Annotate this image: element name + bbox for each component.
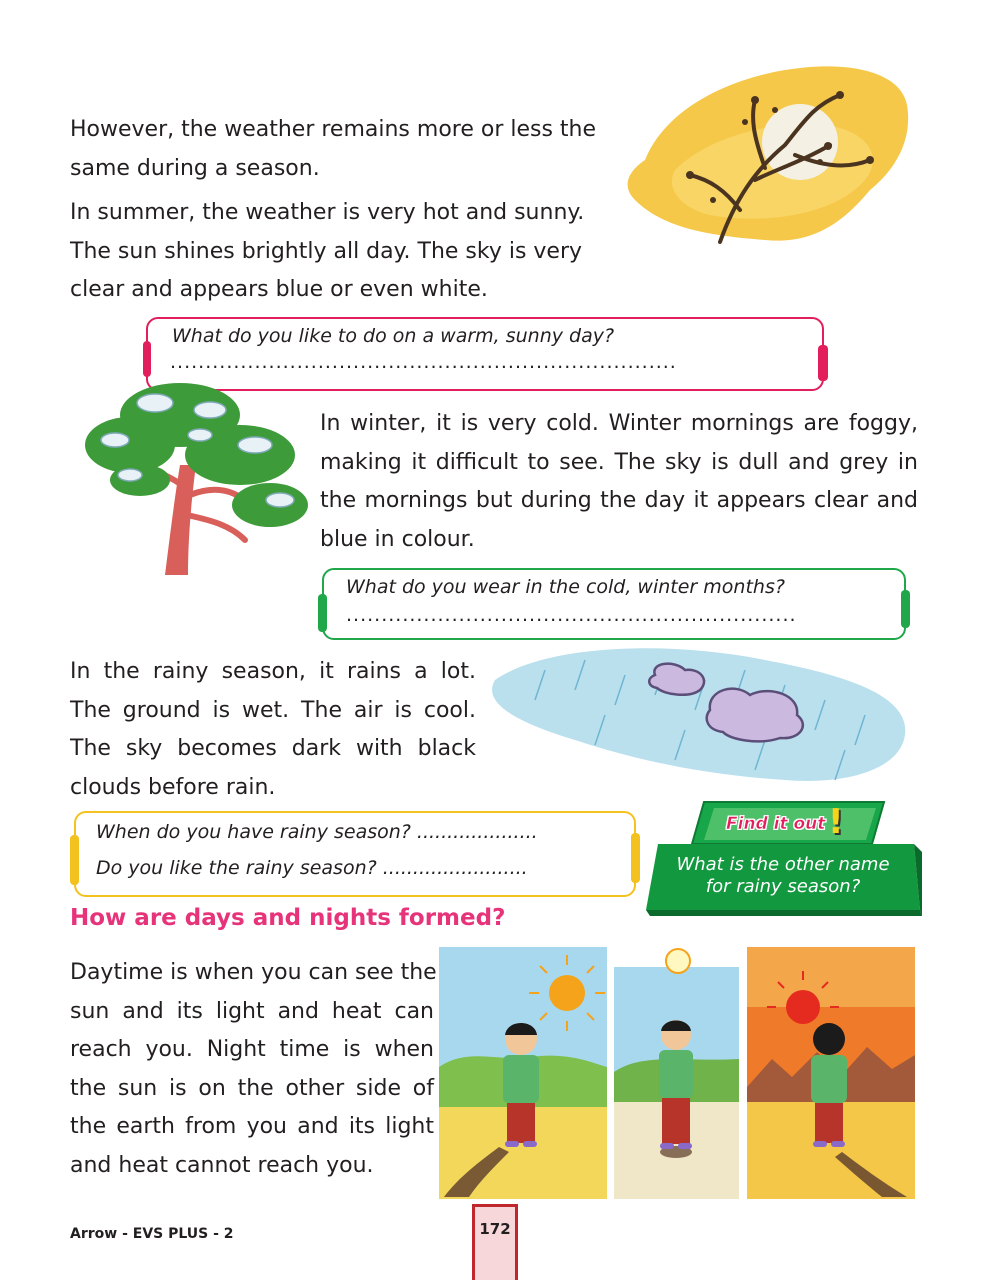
rainy-question-box — [74, 811, 636, 897]
text-line: clear and appears blue or even white. — [70, 277, 488, 302]
winter-box-accent-right — [901, 590, 910, 628]
text-line: blue in colour. — [320, 526, 475, 552]
find-it-out-label — [726, 814, 825, 834]
text-line: clouds before rain. — [70, 774, 276, 800]
text-line: reach you. Night time is when — [70, 1037, 434, 1062]
footer-book-title: Arrow - EVS PLUS - 2 — [70, 1226, 234, 1242]
winter-question-box — [322, 568, 906, 640]
text-line: In winter, it is very cold. Winter mornings are foggy, — [320, 411, 918, 436]
text-line: and heat cannot reach you. — [70, 1152, 374, 1178]
rain-clouds-illustration — [485, 640, 915, 790]
text-line: In summer, the weather is very hot and sunny. — [70, 200, 585, 225]
text-line: same during a season. — [70, 155, 320, 181]
rainy-box-accent-left — [70, 835, 79, 885]
rainy-box-accent-right — [631, 833, 640, 883]
paragraph-summer — [70, 194, 584, 310]
summer-box-accent-left — [143, 341, 151, 377]
paragraph-weather — [70, 111, 596, 188]
text-line: the sun is on the other side of — [70, 1075, 434, 1101]
paragraph-winter — [320, 405, 918, 559]
evening-boy-illustration — [747, 947, 915, 1199]
text-line: the earth from you and its light — [70, 1114, 434, 1139]
rainy-question-2: Do you like the rainy season? ........................ — [96, 857, 528, 879]
find-it-out-question — [650, 854, 916, 898]
text-line: making it difficult to see. The sky is dull and grey in — [320, 449, 918, 475]
paragraph-rainy — [70, 653, 476, 807]
text-line: The ground is wet. The air is cool. — [70, 697, 476, 723]
text-line: The sky becomes dark with black — [70, 736, 476, 761]
winter-box-accent-left — [318, 594, 327, 632]
morning-boy-illustration — [439, 947, 607, 1199]
text-line: The sun shines brightly all day. The sky is very — [70, 238, 583, 264]
page-number: 172 — [479, 1220, 511, 1238]
winter-tree-illustration — [615, 50, 915, 250]
noon-boy-illustration — [614, 947, 739, 1199]
paragraph-daytime — [70, 954, 437, 1185]
find-it-out-line: What is the other name — [676, 854, 890, 875]
rainy-question-1: When do you have rainy season? .................... — [96, 821, 538, 843]
find-it-out-callout — [644, 800, 922, 918]
text-line: However, the weather remains more or less the — [70, 117, 597, 142]
page-number-box — [472, 1204, 518, 1280]
text-line: In the rainy season, it rains a lot. — [70, 659, 476, 684]
text-line: Daytime is when you can see the — [70, 960, 437, 985]
winter-answer-blank: ................................................................ — [346, 604, 797, 626]
summer-box-accent-right — [818, 345, 828, 381]
summer-question-text: What do you like to do on a warm, sunny day? — [172, 325, 615, 347]
find-it-out-line: for rainy season? — [705, 876, 861, 897]
winter-question-text: What do you wear in the cold, winter months? — [346, 576, 785, 598]
green-tree-illustration — [70, 375, 315, 575]
text-line: sun and its light and heat can — [70, 998, 434, 1024]
find-it-out-text: Find it out — [726, 814, 826, 834]
exclamation-icon: ! — [828, 802, 844, 842]
section-heading: How are days and nights formed? — [70, 905, 506, 931]
summer-answer-blank: ........................................................................ — [170, 351, 677, 373]
text-line: the mornings but during the day it appears clear and — [320, 488, 918, 513]
